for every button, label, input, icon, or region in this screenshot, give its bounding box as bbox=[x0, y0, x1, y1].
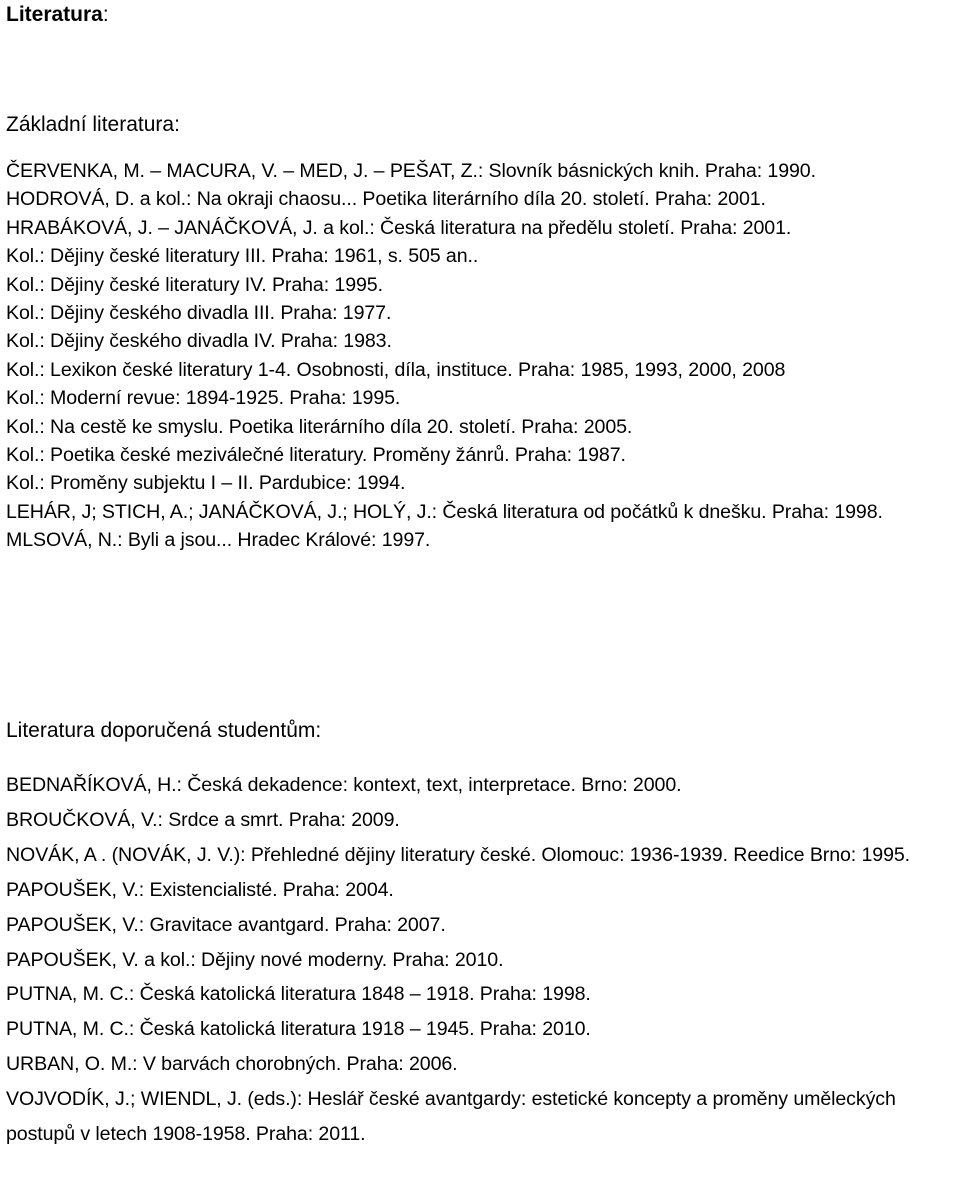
list-item: Kol.: Dějiny české literatury IV. Praha: 1995. bbox=[6, 273, 383, 296]
list-item: PAPOUŠEK, V. a kol.: Dějiny nové moderny. Praha: 2010. bbox=[6, 948, 504, 971]
basic-literature-list bbox=[6, 157, 956, 555]
list-item: BEDNAŘÍKOVÁ, H.: Česká dekadence: kontext, text, interpretace. Brno: 2000. bbox=[6, 774, 682, 796]
basic-literature-heading: Základní literatura: bbox=[6, 113, 180, 136]
list-item: PAPOUŠEK, V.: Existencialisté. Praha: 2004. bbox=[6, 878, 394, 901]
list-item: LEHÁR, J; STICH, A.; JANÁČKOVÁ, J.; HOLÝ, J.: Česká literatura od počátků k dnešku. Praha: 1998. bbox=[6, 500, 883, 523]
list-item: Kol.: Na cestě ke smyslu. Poetika literárního díla 20. století. Praha: 2005. bbox=[6, 415, 633, 438]
list-item: HRABÁKOVÁ, J. – JANÁČKOVÁ, J. a kol.: Česká literatura na předělu století. Praha: 2001. bbox=[6, 216, 792, 239]
list-item: Kol.: Dějiny české literatury III. Praha: 1961, s. 505 an.. bbox=[6, 245, 479, 268]
list-item: Kol.: Poetika české meziválečné literatury. Proměny žánrů. Praha: 1987. bbox=[6, 444, 626, 467]
recommended-literature-heading: Literatura doporučená studentům: bbox=[6, 719, 322, 742]
list-item: PAPOUŠEK, V.: Gravitace avantgard. Praha: 2007. bbox=[6, 913, 446, 936]
list-item: Kol.: Dějiny českého divadla III. Praha: 1977. bbox=[6, 302, 392, 325]
list-item: VOJVODÍK, J.; WIENDL, J. (eds.): Heslář české avantgardy: estetické koncepty a proměny uměleckých postupů v letech 1908-1958. Praha: 2011. bbox=[6, 1088, 896, 1146]
list-item: ČERVENKA, M. – MACURA, V. – MED, J. – PEŠAT, Z.: Slovník básnických knih. Praha: 1990. bbox=[6, 160, 816, 182]
list-item: BROUČKOVÁ, V.: Srdce a smrt. Praha: 2009. bbox=[6, 808, 400, 831]
list-item: HODROVÁ, D. a kol.: Na okraji chaosu... Poetika literárního díla 20. století. Praha: 2001. bbox=[6, 188, 766, 211]
page-title: Literatura bbox=[6, 3, 103, 26]
list-item: NOVÁK, A . (NOVÁK, J. V.): Přehledné dějiny literatury české. Olomouc: 1936-1939. Reedice Brno: 1995. bbox=[6, 843, 911, 866]
recommended-literature-list bbox=[6, 768, 956, 1152]
list-item: PUTNA, M. C.: Česká katolická literatura 1848 – 1918. Praha: 1998. bbox=[6, 983, 591, 1006]
list-item: PUTNA, M. C.: Česká katolická literatura 1918 – 1945. Praha: 2010. bbox=[6, 1018, 591, 1041]
list-item: Kol.: Proměny subjektu I – II. Pardubice: 1994. bbox=[6, 472, 406, 495]
list-item: Kol.: Moderní revue: 1894-1925. Praha: 1995. bbox=[6, 387, 401, 410]
page-title-colon: : bbox=[102, 3, 109, 26]
list-item: Kol.: Dějiny českého divadla IV. Praha: 1983. bbox=[6, 330, 392, 353]
list-item: MLSOVÁ, N.: Byli a jsou... Hradec Králové: 1997. bbox=[6, 529, 431, 552]
page-heading bbox=[6, 2, 109, 28]
list-item: Kol.: Lexikon české literatury 1-4. Osobnosti, díla, instituce. Praha: 1985, 1993, 2000, 2008 bbox=[6, 358, 786, 381]
list-item: URBAN, O. M.: V barvách chorobných. Praha: 2006. bbox=[6, 1053, 458, 1076]
